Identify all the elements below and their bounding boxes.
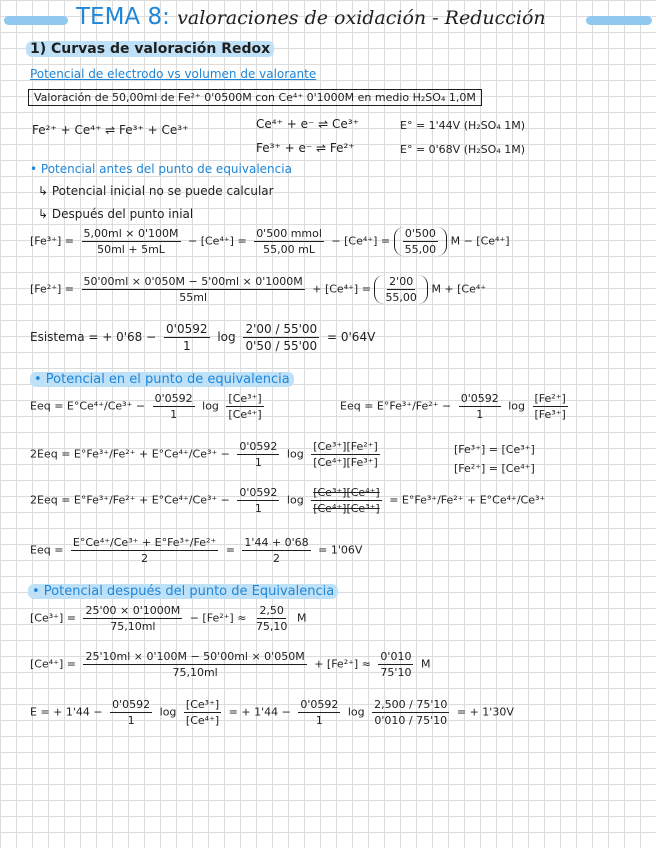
equation-2eeq-sum: 2Eeq = E°Fe³⁺/Fe²⁺ + E°Ce⁴⁺/Ce³⁺ − $\frac{0'0592}{1}$ log $\frac{\text{[Ce³⁺][Fe²⁺]}}{\text{[Ce⁴⁺][Fe³⁺]}}$ — [30, 440, 378, 469]
equation-eeq-result: Eeq = $\frac{\text{E°Ce⁴⁺/Ce³⁺ + E°Fe³⁺/Fe²⁺}}{2}$ = $\frac{1'44 + 0'68}{2}$ = 1'06V — [30, 536, 363, 565]
heading-before-equivalence: • Potencial antes del punto de equivalencia — [30, 162, 292, 176]
bullet-after-initial: ↳ Después del punto inial — [38, 207, 194, 221]
equation-ce3-after: [Ce³⁺] = $\frac{25'00 \times 0'1000M}{75,10ml}$ − [Fe²⁺] ≈ $\frac{2,50}{75,10}$ M — [30, 604, 307, 633]
heading-at-equivalence: • Potencial en el punto de equivalencia — [30, 372, 294, 387]
half-reaction-fe: Fe³⁺ + e⁻ ⇌ Fe²⁺ — [256, 141, 355, 155]
reaction-main: Fe²⁺ + Ce⁴⁺ ⇌ Fe³⁺ + Ce³⁺ — [32, 123, 189, 137]
equivalence-condition-2: [Fe²⁺] = [Ce⁴⁺] — [454, 462, 535, 475]
equation-fe3-concentration: [Fe³⁺] = $\frac{5,00ml \times 0'100M}{50ml + 5mL}$ − [Ce⁴⁺] = $\frac{\text{0'500 mmol}}{55,00 mL}$ − [Ce⁴⁺] = $\frac{0'500}{55,00}$ M − [Ce⁴⁺] — [30, 227, 510, 256]
heading-after-equivalence: • Potencial después del punto de Equivalencia — [28, 584, 338, 599]
equation-eeq-ce: Eeq = E°Ce⁴⁺/Ce³⁺ − $\frac{0'0592}{1}$ log $\frac{\text{[Ce³⁺]}}{\text{[Ce⁴⁺]}}$ — [30, 392, 262, 421]
equation-fe2-concentration: [Fe²⁺] = $\frac{50'00ml \times 0'050M - 5'00ml \times 0'1000M}{55ml}$ + [Ce⁴⁺] = $\frac{2'00}{55,00}$ M + [Ce⁴⁺ — [30, 275, 487, 304]
problem-box: Valoración de 50,00ml de Fe²⁺ 0'0500M con Ce⁴⁺ 0'1000M en medio H₂SO₄ 1,0M — [28, 89, 482, 106]
equation-2eeq-simplified: 2Eeq = E°Fe³⁺/Fe²⁺ + E°Ce⁴⁺/Ce³⁺ − $\frac{0'0592}{1}$ log $\frac{\text{[Ce³⁺][Ce⁴⁺]}}{\text{[Ce⁴⁺][Ce³⁺]}}$ = E°Fe³⁺/Fe²⁺ + E°Ce⁴⁺/Ce³⁺ — [30, 486, 546, 515]
page-title — [76, 4, 546, 30]
title-prefix: TEMA 8: — [76, 4, 170, 30]
title-bar-right — [586, 16, 652, 25]
equation-ce4-after: [Ce⁴⁺] = $\frac{25'10ml \times 0'100M - 50'00ml \times 0'050M}{75,10ml}$ + [Fe²⁺] ≈ $\frac{0'010}{75'10}$ M — [30, 650, 431, 679]
potential-ce: E° = 1'44V (H₂SO₄ 1M) — [400, 119, 526, 132]
equation-e-after: E = + 1'44 − $\frac{0'0592}{1}$ log $\frac{\text{[Ce³⁺]}}{\text{[Ce⁴⁺]}}$ = + 1'44 − $\frac{0'0592}{1}$ log $\frac{2,500 / 75'10}{0'010 / 75'10}$ = + 1'30V — [30, 698, 514, 727]
title-bar-left — [4, 16, 68, 25]
potential-fe: E° = 0'68V (H₂SO₄ 1M) — [400, 143, 526, 156]
subtitle-potential: Potencial de electrodo vs volumen de valorante — [30, 67, 317, 81]
half-reaction-ce: Ce⁴⁺ + e⁻ ⇌ Ce³⁺ — [256, 117, 359, 131]
equation-eeq-fe: Eeq = E°Fe³⁺/Fe²⁺ − $\frac{0'0592}{1}$ log $\frac{\text{[Fe²⁺]}}{\text{[Fe³⁺]}}$ — [340, 392, 566, 421]
bullet-initial-potential: ↳ Potencial inicial no se puede calcular — [38, 184, 274, 198]
equation-system-potential: Esistema = + 0'68 − $\frac{0'0592}{1}$ log $\frac{2'00 / 55'00}{0'50 / 55'00}$ = 0'64V — [30, 322, 376, 353]
equivalence-condition-1: [Fe³⁺] = [Ce³⁺] — [454, 443, 535, 456]
section-heading-curves: 1) Curvas de valoración Redox — [26, 41, 274, 57]
title-text: valoraciones de oxidación - Reducción — [177, 7, 546, 29]
